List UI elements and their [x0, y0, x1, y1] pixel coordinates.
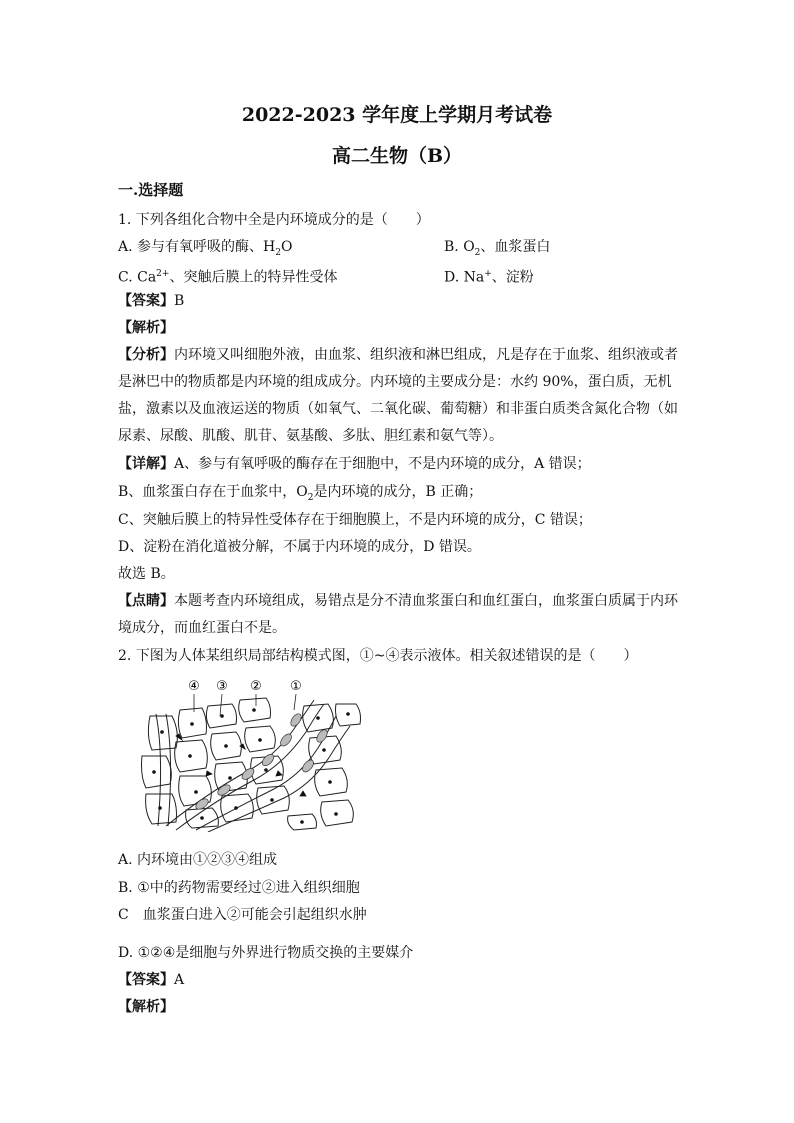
- page-subtitle: 高二生物（B）: [331, 145, 463, 167]
- label-4: ④: [188, 679, 200, 694]
- q1-answer: 【答案】B: [118, 293, 185, 309]
- page-title: 2022-2023 学年度上学期月考试卷: [241, 104, 553, 126]
- label-3: ③: [216, 679, 228, 694]
- q1-analysis-label: 【解析】: [118, 320, 174, 336]
- q1-dianjing: 【点睛】本题考查内环境组成，易错点是分不清血浆蛋白和血红蛋白，血浆蛋白质属于内环境成分，而血红蛋白不是。: [118, 593, 678, 636]
- q2-answer: 【答案】A: [118, 972, 185, 988]
- q2-stem: 2. 下图为人体某组织局部结构模式图，①~④表示液体。相关叙述错误的是（ ）: [118, 648, 638, 664]
- q2-option-d: D. ①②④是细胞与外界进行物质交换的主要媒介: [118, 945, 414, 961]
- q1-conclusion: 故选 B。: [118, 566, 175, 582]
- label-1: ①: [290, 679, 302, 694]
- q1-option-b: B. $O_2$、血浆蛋白: [444, 239, 551, 258]
- q1-option-c: C. $Ca^{2+}$、突触后膜上的特异性受体: [118, 269, 338, 286]
- q1-xiangjie-b: B、血浆蛋白存在于血浆中，$O_2$是内环境的成分，B 正确；: [118, 484, 483, 503]
- q1-fenxi: 【分析】内环境又叫细胞外液，由血浆、组织液和淋巴组成，凡是存在于血浆、组织液或者是淋巴中的物质都是内环境的组成成分。内环境的主要成分是：水约 90%，蛋白质，无机盐，激素以及血液运送的物质（如氧气、二氧化碳、葡萄糖）和非蛋白质类含氮化合物（如尿素、尿酸、肌酸、肌苷、氨基酸、多肽、胆红素和氨气等）。: [118, 347, 678, 444]
- q1-option-d: D. Na+、淀粉: [444, 269, 534, 286]
- q1-xiangjie-a: 【详解】A、参与有氧呼吸的酶存在于细胞中，不是内环境的成分，A 错误；: [118, 456, 591, 472]
- q2-option-a: A. 内环境由①②③④组成: [118, 852, 278, 868]
- q1-option-a: A. 参与有氧呼吸的酶、$H_2O$: [118, 239, 293, 258]
- label-2: ②: [250, 679, 262, 694]
- q2-analysis-label: 【解析】: [118, 999, 174, 1015]
- tissue-diagram: [136, 676, 364, 832]
- q1-stem: 1. 下列各组化合物中全是内环境成分的是（ ）: [118, 212, 430, 228]
- q1-xiangjie-c: C、突触后膜上的特异性受体存在于细胞膜上，不是内环境的成分，C 错误；: [118, 512, 592, 528]
- q2-option-c: C 血浆蛋白进入②可能会引起组织水肿: [118, 907, 367, 923]
- section-heading: 一.选择题: [118, 181, 184, 199]
- q1-xiangjie-d: D、淀粉在消化道被分解，不属于内环境的成分，D 错误。: [118, 539, 481, 555]
- q2-option-b: B. ①中的药物需要经过②进入组织细胞: [118, 880, 360, 896]
